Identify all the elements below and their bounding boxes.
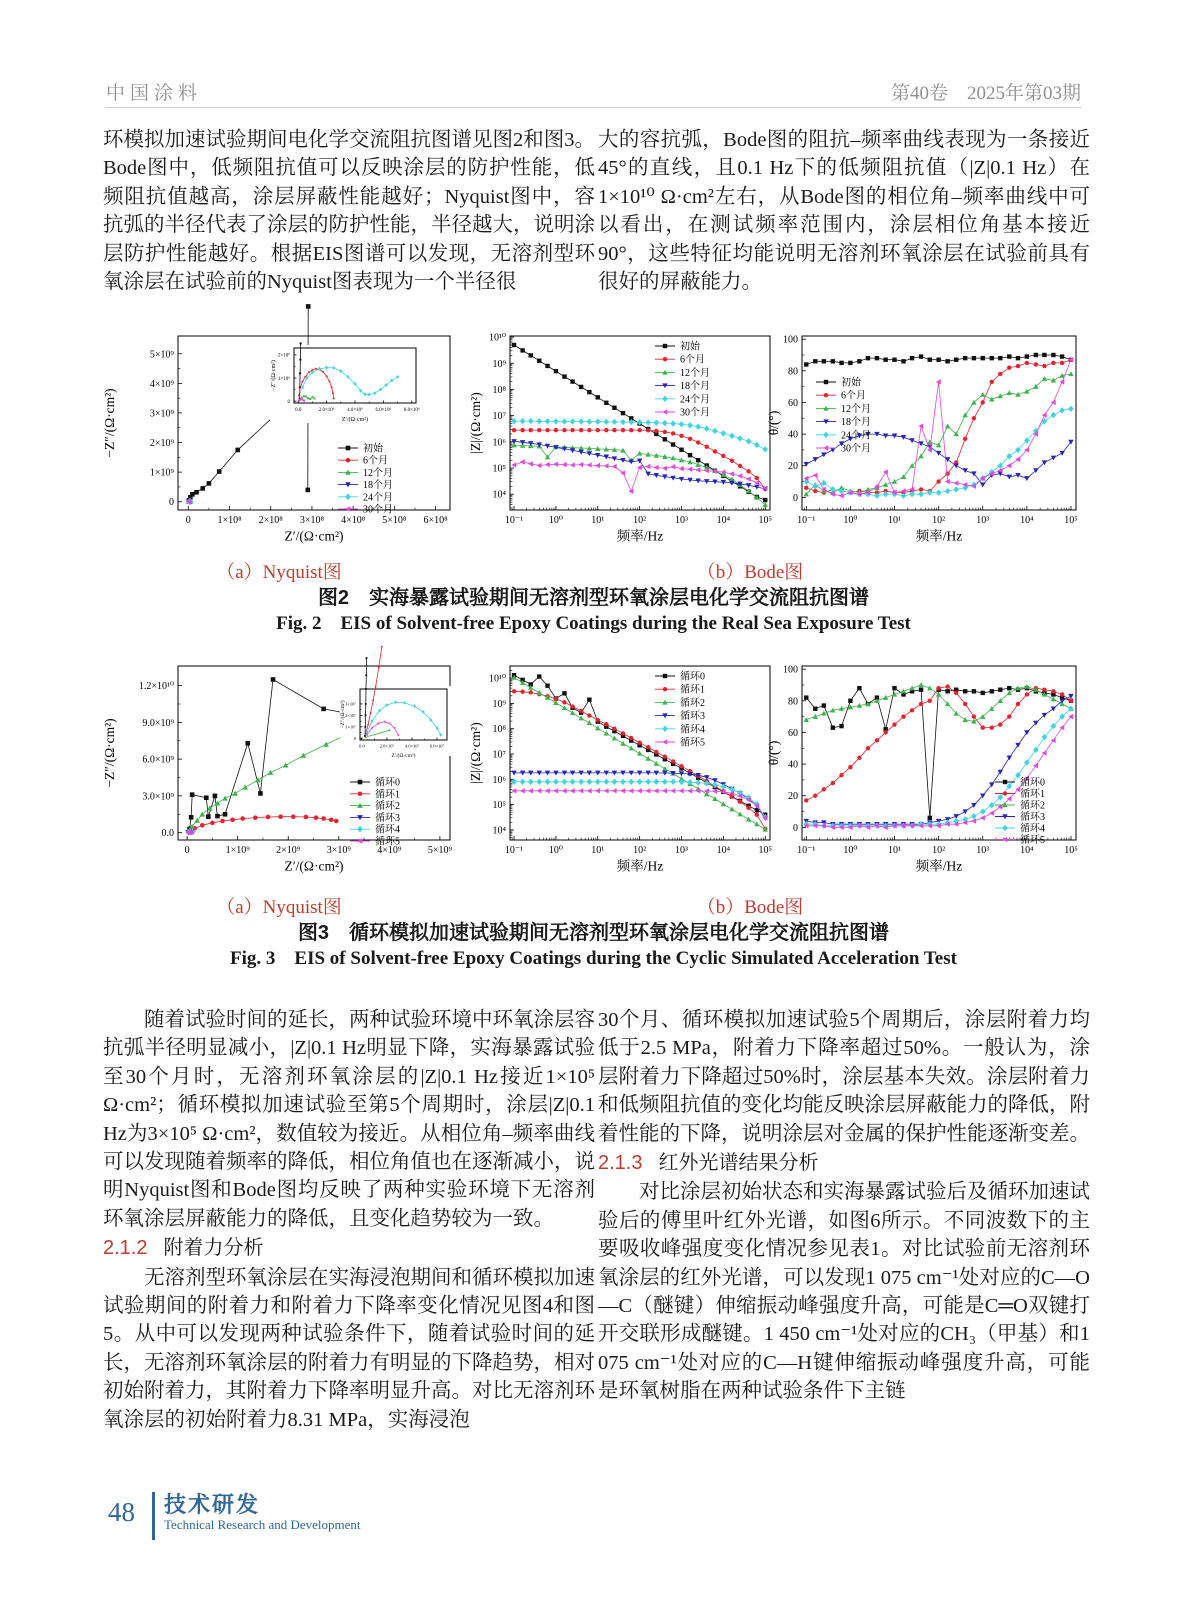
section-heading-2-1-3 <box>598 1149 1090 1177</box>
fig2-bode-phase-chart <box>766 320 1090 560</box>
svg-text:−Z″/(Ω·cm²): −Z″/(Ω·cm²) <box>102 388 117 458</box>
svg-text:24个月: 24个月 <box>680 394 710 406</box>
svg-text:循环3: 循环3 <box>680 711 705 723</box>
fig3-subcaption-a: （a）Nyquist图 <box>216 897 342 918</box>
svg-text:循环2: 循环2 <box>680 697 705 709</box>
svg-text:6.0×10⁶: 6.0×10⁶ <box>375 408 392 413</box>
svg-text:6个月: 6个月 <box>841 390 866 402</box>
svg-text:0: 0 <box>185 515 191 526</box>
svg-text:6×10⁸: 6×10⁸ <box>423 515 448 526</box>
svg-text:6.0×10⁷: 6.0×10⁷ <box>429 743 445 749</box>
svg-text:10²: 10² <box>633 515 647 526</box>
svg-text:循环1: 循环1 <box>680 684 705 696</box>
svg-text:|Z|/(Ω·cm²): |Z|/(Ω·cm²) <box>468 392 483 454</box>
svg-text:0.0: 0.0 <box>161 828 174 840</box>
fig2-nyquist-chart <box>98 320 460 560</box>
svg-text:4×10⁹: 4×10⁹ <box>149 378 174 390</box>
svg-text:循环1: 循环1 <box>1020 789 1045 800</box>
svg-text:0: 0 <box>184 845 190 856</box>
svg-text:−Z″/(Ω·cm²): −Z″/(Ω·cm²) <box>102 718 117 788</box>
svg-text:频率/Hz: 频率/Hz <box>915 528 963 544</box>
fig2-subcaption-a: （a）Nyquist图 <box>216 562 342 583</box>
fig2-bode-impedance-chart <box>468 320 784 560</box>
footer-section-en: Technical Research and Development <box>164 1517 361 1532</box>
svg-text:循环4: 循环4 <box>375 824 400 836</box>
svg-text:初始: 初始 <box>363 443 383 455</box>
svg-text:初始: 初始 <box>841 377 861 389</box>
svg-text:10⁰: 10⁰ <box>843 515 858 526</box>
svg-text:10²: 10² <box>633 845 647 856</box>
svg-text:循环3: 循环3 <box>375 812 400 824</box>
svg-text:10⁰: 10⁰ <box>548 515 563 526</box>
svg-text:60: 60 <box>788 397 798 409</box>
svg-text:Z′/(Ω·cm²): Z′/(Ω·cm²) <box>284 858 344 874</box>
svg-text:0: 0 <box>169 497 174 509</box>
svg-text:30个月: 30个月 <box>363 504 393 516</box>
svg-text:2×10⁸: 2×10⁸ <box>258 515 283 526</box>
svg-text:θ/(°): θ/(°) <box>766 740 781 766</box>
svg-text:6个月: 6个月 <box>680 354 705 366</box>
svg-text:2×10⁹: 2×10⁹ <box>276 845 301 856</box>
svg-text:−Z″/(Ω·cm²): −Z″/(Ω·cm²) <box>271 360 277 391</box>
svg-text:10⁷: 10⁷ <box>492 411 506 423</box>
svg-text:10³: 10³ <box>675 515 689 526</box>
svg-text:24个月: 24个月 <box>363 492 393 504</box>
svg-text:0: 0 <box>793 822 798 834</box>
svg-text:24个月: 24个月 <box>841 430 871 442</box>
svg-text:10⁸: 10⁸ <box>492 384 506 396</box>
paragraph: 对比涂层初始状态和实海暴露试验后及循环加速试验后的傅里叶红外光谱，如图6所示。不同波数下的主要吸收峰强度变化情况参见表1。对比试验前无溶剂环氧涂层的红外光谱，可以发现1 075 cm⁻¹处对应的C—O—C（醚键）伸缩振动峰强度升高，可能是C═O双键打开交联形成醚键。1 450 cm⁻¹处对应的CH₃（甲基）和1 075 cm⁻¹处对应的C—H键伸缩振动峰强度升高，可能是环氧树脂在两种试验条件下主链 <box>598 1181 1090 1403</box>
svg-text:10¹: 10¹ <box>591 515 605 526</box>
svg-text:10⁴: 10⁴ <box>1020 515 1034 526</box>
svg-text:循环3: 循环3 <box>1020 812 1045 823</box>
svg-text:10⁻¹: 10⁻¹ <box>797 845 816 856</box>
fig3-caption-en: Fig. 3 EIS of Solvent-free Epoxy Coatings during the Cyclic Simulated Acceleration Test <box>230 948 957 969</box>
svg-text:18个月: 18个月 <box>841 417 871 429</box>
svg-text:60: 60 <box>788 727 798 739</box>
svg-text:3.0×10⁹: 3.0×10⁹ <box>142 791 174 803</box>
svg-text:5×10⁸: 5×10⁸ <box>382 515 407 526</box>
svg-text:Z′/(Ω·cm²): Z′/(Ω·cm²) <box>341 417 369 423</box>
svg-text:2×10⁶: 2×10⁶ <box>277 353 290 359</box>
svg-text:1×10⁹: 1×10⁹ <box>149 467 174 479</box>
text-column-2-bottom <box>598 1006 1090 1406</box>
svg-text:0: 0 <box>793 492 798 504</box>
svg-text:3×10⁹: 3×10⁹ <box>149 408 174 420</box>
svg-text:10⁵: 10⁵ <box>758 845 772 856</box>
svg-text:0: 0 <box>353 735 356 741</box>
page-number: 48 <box>108 1497 135 1527</box>
paragraph: 30个月、循环模拟加速试验5个周期后，涂层附着力均低于2.5 MPa，附着力下降率超过50%。一般认为，涂层附着力下降超过50%时，涂层基本失效。涂层附着力和低频阻抗值的变化均能反映涂层屏蔽能力的降低，附着性能的下降，说明涂层对金属的保护性能逐渐变差。 <box>598 1009 1090 1145</box>
svg-text:4×10⁸: 4×10⁸ <box>341 515 366 526</box>
svg-text:循环2: 循环2 <box>375 801 400 813</box>
svg-text:30个月: 30个月 <box>680 407 710 419</box>
svg-text:12个月: 12个月 <box>841 403 871 415</box>
svg-text:1.2×10¹⁰: 1.2×10¹⁰ <box>138 681 174 693</box>
svg-text:20: 20 <box>788 791 798 803</box>
section-number: 2.1.3 <box>598 1152 643 1175</box>
svg-text:80: 80 <box>788 696 798 708</box>
svg-text:10²: 10² <box>932 845 946 856</box>
svg-text:0.0: 0.0 <box>359 743 365 749</box>
svg-text:3×10⁷: 3×10⁷ <box>345 701 356 707</box>
svg-text:10⁷: 10⁷ <box>492 749 506 761</box>
svg-text:Z′/(Ω·cm²): Z′/(Ω·cm²) <box>284 528 344 544</box>
svg-text:100: 100 <box>783 334 798 346</box>
fig2-caption-en: Fig. 2 EIS of Solvent-free Epoxy Coatings during the Real Sea Exposure Test <box>276 613 911 634</box>
svg-text:0.0: 0.0 <box>295 408 302 413</box>
paragraph: 随着试验时间的延长，两种试验环境中环氧涂层容抗弧半径明显减小，|Z|0.1 Hz明显下降，实海暴露试验至30个月时，无溶剂环氧涂层的|Z|0.1 Hz接近1×10⁵ Ω·cm²；循环模拟加速试验至第5个周期时，涂层|Z|0.1 Hz为3×10⁵ Ω·cm²，数值较为接近。从相位角–频率曲线可以发现随着频率的降低，相位角值也在逐渐减小，说明Nyquist图和Bode图均反映了两种实验环境下无溶剂环氧涂层屏蔽能力的降低，且变化趋势较为一致。 <box>103 1009 595 1230</box>
section-title: 附着力分析 <box>163 1237 264 1260</box>
svg-text:80: 80 <box>788 366 798 378</box>
svg-text:θ/(°): θ/(°) <box>766 410 781 436</box>
svg-text:5×10⁹: 5×10⁹ <box>427 845 452 856</box>
svg-text:10³: 10³ <box>976 515 990 526</box>
svg-text:4.0×10⁶: 4.0×10⁶ <box>347 408 363 413</box>
fig3-subcaption-b: （b）Bode图 <box>696 897 804 918</box>
issue-info: 第40卷 2025年第03期 <box>890 83 1081 104</box>
svg-text:10¹: 10¹ <box>888 845 902 856</box>
svg-text:10⁰: 10⁰ <box>843 845 858 856</box>
svg-text:10⁰: 10⁰ <box>548 845 563 856</box>
svg-text:10⁵: 10⁵ <box>492 800 506 812</box>
svg-text:3×10⁸: 3×10⁸ <box>299 515 325 526</box>
svg-text:初始: 初始 <box>680 341 700 353</box>
section-number: 2.1.2 <box>103 1237 148 1260</box>
svg-text:18个月: 18个月 <box>363 480 393 492</box>
svg-text:2.0×10⁷: 2.0×10⁷ <box>379 743 395 749</box>
svg-text:10⁵: 10⁵ <box>1064 845 1078 856</box>
svg-text:10³: 10³ <box>675 845 689 856</box>
svg-text:20: 20 <box>788 461 798 473</box>
paragraph: 大的容抗弧，Bode图的阻抗–频率曲线表现为一条接近45°的直线，且0.1 Hz下的低频阻抗值（|Z|0.1 Hz）在1×10¹⁰ Ω·cm²左右，从Bode图的相位角–频率曲线中可以看出，在测试频率范围内，涂层相位角基本接近90°，这些特征均能说明无溶剂环氧涂层在试验前具有很好的屏蔽能力。 <box>598 129 1090 294</box>
svg-text:循环4: 循环4 <box>1020 823 1045 835</box>
svg-text:12个月: 12个月 <box>680 367 710 379</box>
text-column-1-bottom <box>103 1006 595 1434</box>
svg-text:10¹: 10¹ <box>591 845 605 856</box>
svg-text:2×10⁷: 2×10⁷ <box>345 712 356 718</box>
svg-text:循环4: 循环4 <box>680 724 705 736</box>
paragraph: 无溶剂型环氧涂层在实海浸泡期间和循环模拟加速试验期间的附着力和附着力下降率变化情况见图4和图5。从中可以发现两种试验条件下，随着试验时间的延长，无溶剂环氧涂层的附着力有明显的下降趋势，相对初始附着力，其附着力下降率明显升高。对比无溶剂环氧涂层的初始附着力8.31 MPa，实海浸泡 <box>103 1266 595 1431</box>
svg-text:2×10⁹: 2×10⁹ <box>149 438 174 450</box>
svg-text:0: 0 <box>287 399 290 405</box>
section-heading-2-1-2 <box>103 1234 595 1262</box>
svg-text:10⁴: 10⁴ <box>492 489 506 501</box>
svg-text:6个月: 6个月 <box>363 455 388 467</box>
svg-text:1×10⁶: 1×10⁶ <box>277 376 290 382</box>
svg-text:10⁹: 10⁹ <box>492 698 506 710</box>
fig2-caption-cn: 图2 实海暴露试验期间无溶剂型环氧涂层电化学交流阻抗图谱 <box>317 587 870 609</box>
svg-text:10²: 10² <box>932 515 946 526</box>
svg-text:循环0: 循环0 <box>1020 777 1045 789</box>
svg-text:10⁸: 10⁸ <box>492 724 506 736</box>
footer-divider <box>152 1492 155 1540</box>
svg-text:10⁶: 10⁶ <box>492 774 506 786</box>
svg-text:10¹⁰: 10¹⁰ <box>488 673 506 685</box>
text-column-2-top <box>598 126 1090 296</box>
svg-text:|Z|/(Ω·cm²): |Z|/(Ω·cm²) <box>468 722 483 784</box>
svg-text:循环1: 循环1 <box>375 789 400 801</box>
section-title: 红外光谱结果分析 <box>658 1152 819 1175</box>
svg-text:10⁴: 10⁴ <box>1020 845 1034 856</box>
fig2-subcaption-b: （b）Bode图 <box>696 562 804 583</box>
header-rule <box>105 107 1082 108</box>
svg-text:6.0×10⁹: 6.0×10⁹ <box>142 754 174 766</box>
svg-text:5×10⁹: 5×10⁹ <box>149 349 174 361</box>
svg-text:循环5: 循环5 <box>375 836 400 848</box>
svg-text:10⁻¹: 10⁻¹ <box>504 845 524 856</box>
svg-text:频率/Hz: 频率/Hz <box>616 858 664 874</box>
svg-text:−Z″/(Ω·cm²): −Z″/(Ω·cm²) <box>340 700 346 729</box>
svg-text:10⁵: 10⁵ <box>492 463 506 475</box>
svg-text:40: 40 <box>788 429 798 441</box>
svg-text:10⁴: 10⁴ <box>716 515 731 526</box>
svg-text:10⁴: 10⁴ <box>492 825 506 837</box>
footer-section-cn: 技术研发 <box>164 1492 261 1517</box>
svg-text:18个月: 18个月 <box>680 381 710 393</box>
svg-text:循环5: 循环5 <box>1020 835 1045 846</box>
svg-text:10⁻¹: 10⁻¹ <box>504 515 524 526</box>
svg-text:100: 100 <box>783 664 798 676</box>
svg-text:12个月: 12个月 <box>363 467 393 479</box>
svg-text:3×10⁹: 3×10⁹ <box>326 845 351 856</box>
svg-text:10³: 10³ <box>976 845 990 856</box>
svg-text:8.0×10⁶: 8.0×10⁶ <box>403 408 420 413</box>
svg-text:10⁵: 10⁵ <box>1064 515 1078 526</box>
svg-text:循环0: 循环0 <box>680 671 705 683</box>
svg-text:循环2: 循环2 <box>1020 800 1045 812</box>
svg-text:10¹: 10¹ <box>888 515 902 526</box>
svg-text:频率/Hz: 频率/Hz <box>915 858 963 874</box>
svg-text:10⁴: 10⁴ <box>716 845 731 856</box>
svg-text:1×10⁹: 1×10⁹ <box>225 845 250 856</box>
paragraph: 环模拟加速试验期间电化学交流阻抗图谱见图2和图3。Bode图中，低频阻抗值可以反映涂层的防护性能，低频阻抗值越高，涂层屏蔽性能越好；Nyquist图中，容抗弧的半径代表了涂层的防护性能，半径越大，说明涂层防护性能越好。根据EIS图谱可以发现，无溶剂型环氧涂层在试验前的Nyquist图表现为一个半径很 <box>103 129 595 294</box>
svg-text:10¹⁰: 10¹⁰ <box>488 332 506 344</box>
svg-text:2.0×10⁶: 2.0×10⁶ <box>318 408 335 413</box>
svg-text:循环0: 循环0 <box>375 777 400 789</box>
svg-text:30个月: 30个月 <box>841 443 871 455</box>
journal-name: 中国涂料 <box>106 83 203 104</box>
svg-text:10⁻¹: 10⁻¹ <box>797 515 816 526</box>
svg-text:9.0×10⁹: 9.0×10⁹ <box>142 717 174 729</box>
svg-text:10⁹: 10⁹ <box>492 358 506 370</box>
svg-text:1×10⁸: 1×10⁸ <box>217 515 242 526</box>
fig3-caption-cn: 图3 循环模拟加速试验期间无溶剂型环氧涂层电化学交流阻抗图谱 <box>297 922 890 944</box>
svg-text:10⁶: 10⁶ <box>492 437 506 449</box>
fig3-bode-impedance-chart <box>468 650 784 890</box>
fig3-nyquist-chart <box>98 650 460 890</box>
svg-text:Z′/(Ω·cm²): Z′/(Ω·cm²) <box>391 753 416 759</box>
text-column-1-top <box>103 126 595 296</box>
svg-text:10⁵: 10⁵ <box>758 515 772 526</box>
svg-text:4×10⁹: 4×10⁹ <box>377 845 402 856</box>
svg-text:循环5: 循环5 <box>680 737 705 749</box>
fig3-bode-phase-chart <box>766 650 1090 890</box>
svg-text:频率/Hz: 频率/Hz <box>616 528 664 544</box>
svg-text:40: 40 <box>788 759 798 771</box>
svg-text:1×10⁷: 1×10⁷ <box>345 724 356 730</box>
svg-text:4.0×10⁷: 4.0×10⁷ <box>404 743 420 749</box>
